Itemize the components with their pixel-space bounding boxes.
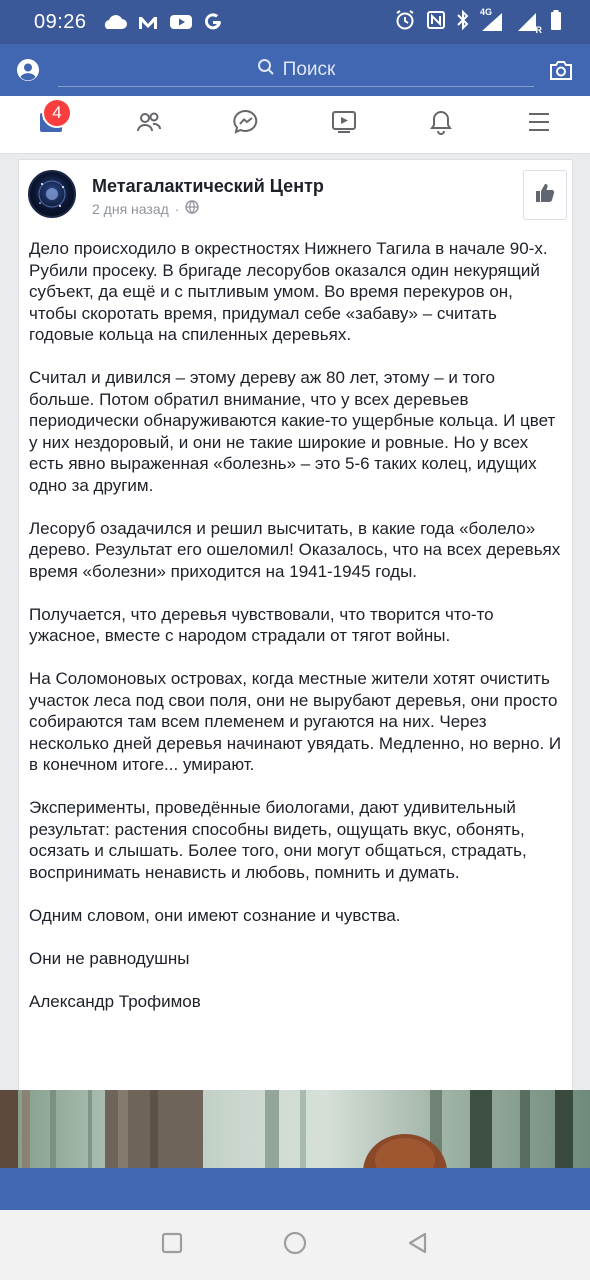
page-like-button[interactable] — [523, 170, 567, 220]
post-author[interactable]: Метагалактический Центр — [92, 176, 324, 196]
tab-bar — [0, 96, 590, 154]
bluetooth-icon — [456, 9, 470, 36]
notification-icons — [101, 12, 223, 32]
bell-icon — [429, 109, 453, 140]
signal-4g-icon — [480, 7, 506, 33]
menu-icon — [527, 111, 551, 138]
roaming-label: R — [535, 25, 542, 35]
tab-notifications[interactable] — [426, 110, 456, 140]
tab-messenger[interactable] — [231, 110, 261, 140]
recents-icon[interactable] — [160, 1231, 184, 1260]
alarm-icon — [394, 9, 416, 36]
post-meta — [92, 200, 199, 217]
profile-icon[interactable] — [16, 58, 40, 82]
cloud-icon — [101, 14, 127, 30]
tab-home[interactable] — [36, 102, 66, 140]
notification-badge: 4 — [42, 98, 72, 128]
search-header — [0, 44, 590, 96]
page-avatar[interactable] — [28, 170, 76, 218]
post-paragraph: Лесоруб озадачился и решил высчитать, в какие года «болело» дерево. Результат его ошеломил! Оказалось, что на всех деревьях время «болезни» приходится на 1941-1945 годы. — [29, 518, 561, 581]
post-paragraph: Одним словом, они имеют сознание и чувства. — [29, 905, 401, 925]
search-icon — [257, 58, 275, 82]
back-icon[interactable] — [406, 1231, 430, 1260]
watch-icon — [331, 109, 357, 140]
tab-menu[interactable] — [524, 110, 554, 140]
bottom-strip — [0, 1168, 590, 1210]
tab-watch[interactable] — [329, 110, 359, 140]
search-input[interactable] — [58, 53, 534, 87]
system-nav-bar — [0, 1210, 590, 1280]
thumbs-up-icon — [534, 182, 556, 209]
clock: 09:26 — [34, 10, 87, 33]
meta-separator: · — [174, 200, 180, 217]
youtube-icon — [169, 13, 193, 31]
signal-roaming-icon — [516, 11, 540, 33]
post-paragraph: Они не равнодушны — [29, 948, 190, 968]
google-icon — [203, 12, 223, 32]
post-card — [18, 159, 573, 1094]
tab-friends[interactable] — [134, 110, 164, 140]
post-header — [19, 160, 572, 234]
home-button-icon[interactable] — [282, 1230, 308, 1261]
friends-icon — [135, 110, 163, 139]
messenger-icon — [233, 109, 259, 140]
system-icons — [394, 9, 562, 36]
post-paragraph: На Соломоновых островах, когда местные жители хотят очистить участок леса под свои поля, они не вырубают деревья, они просто собираются там всем племенем и ругаются на них. Через несколько дней деревья начинают увядать. Медленно, но верно. И в конечном итоге... умирают. — [29, 669, 562, 774]
post-time[interactable]: 2 дня назад — [92, 200, 169, 217]
globe-icon — [185, 200, 199, 217]
battery-icon — [550, 9, 562, 36]
m-icon — [137, 13, 159, 31]
search-placeholder: Поиск — [282, 58, 336, 80]
post-paragraph: Считал и дивился – этому дереву аж 80 лет, этому – и того больше. Потом обратил внимание, что у всех деревьев периодически обнаруживаются какие-то ущербные кольца. И цвет у них нездоровый, и они не такие широкие и ровные. Но у всех есть явно выраженная «болезнь» – это 5-6 таких колец, идущих одно за другим. — [29, 368, 556, 495]
camera-icon[interactable] — [548, 58, 574, 82]
post-paragraph: Дело происходило в окрестностях Нижнего Тагила в начале 90-х. Рубили просеку. В бригаде лесорубов оказался один некурящий субъект, да ещё и с пытливым умом. Во время перекуров он, чтобы скоротать время, придумал себе «забаву» – считать годовые кольца на спиленных деревьях. — [29, 239, 548, 344]
network-label: 4G — [480, 7, 493, 17]
post-signature: Александр Трофимов — [29, 991, 201, 1011]
nfc-icon — [426, 10, 446, 35]
post-photo[interactable] — [0, 1090, 590, 1168]
status-bar — [0, 0, 590, 44]
post-paragraph: Эксперименты, проведённые биологами, дают удивительный результат: растения способны видеть, ощущать вкус, обонять, осязать и слышать. Более того, они могут общаться, страдать, воспринимать ненависть и любовь, помнить и думать. — [29, 798, 527, 882]
post-paragraph: Получается, что деревья чувствовали, что творится что-то ужасное, вместе с народом страдали от тягот войны. — [29, 604, 494, 645]
post-text — [29, 238, 564, 1034]
